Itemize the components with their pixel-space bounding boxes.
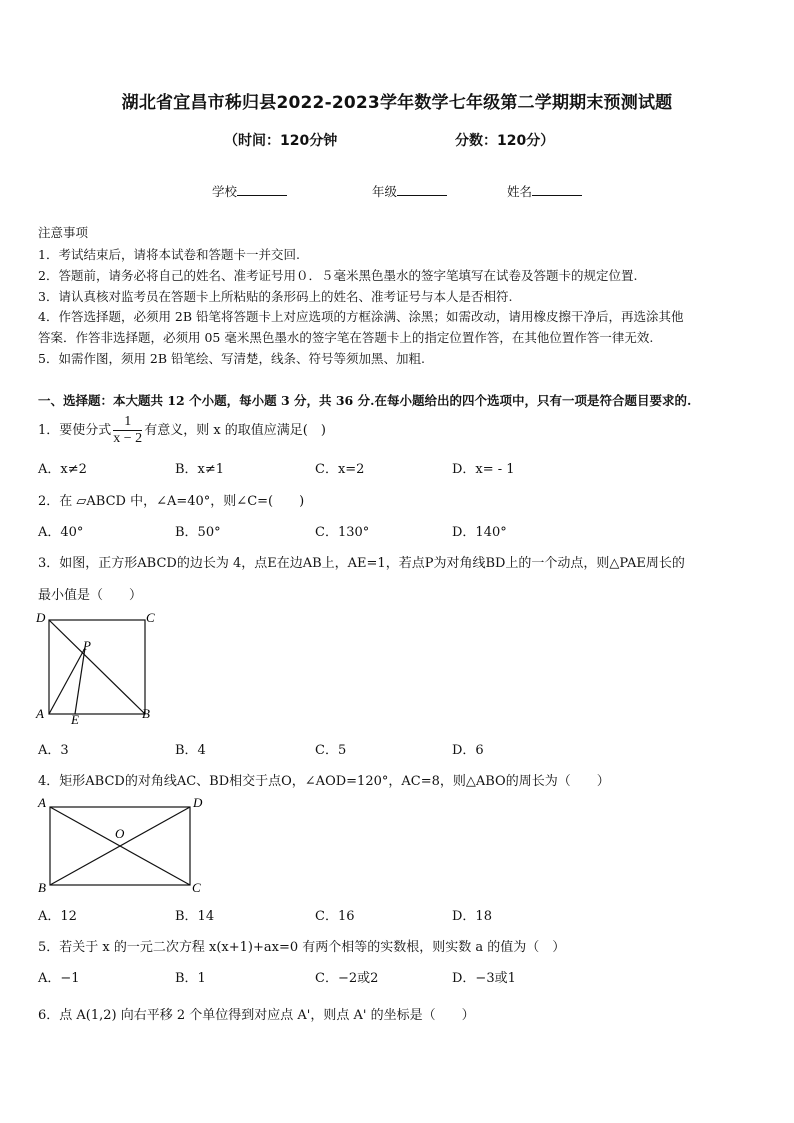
question-6: 6．点 A(1,2) 向右平移 2 个单位得到对应点 A'，则点 A' 的坐标是（ ） — [38, 1008, 475, 1023]
page-title: 湖北省宜昌市秭归县2022-2023学年数学七年级第二学期期末预测试题 — [121, 93, 673, 113]
note-item: 4．作答选择题，必须用 2B 铅笔将答题卡上对应选项的方框涂满、涂黑；如需改动，请用橡皮擦干净后，再选涂其他 — [38, 309, 684, 324]
square-figure — [30, 606, 170, 731]
q3-option-d[interactable]: D．6 — [452, 743, 484, 758]
q1-numerator: 1 — [113, 414, 142, 431]
label-d: D — [36, 610, 46, 625]
q1-option-c[interactable]: C．x=2 — [315, 462, 365, 477]
exam-time: （时间：120分钟 — [224, 133, 338, 149]
q4-option-a[interactable]: A．12 — [38, 909, 77, 924]
label-e: E — [71, 712, 79, 727]
q5-option-a[interactable]: A．−1 — [38, 971, 80, 986]
q2-option-a[interactable]: A．40° — [38, 525, 84, 540]
q3-option-b[interactable]: B．4 — [175, 743, 206, 758]
notes-heading: 注意事项 — [38, 225, 89, 240]
label-d: D — [193, 795, 203, 810]
diagonal-bd — [49, 620, 145, 714]
q5-option-b[interactable]: B．1 — [175, 971, 206, 986]
label-b: B — [142, 706, 150, 721]
rectangle-figure — [30, 792, 215, 897]
q3-option-c[interactable]: C．5 — [315, 743, 347, 758]
exam-score: 分数：120分） — [455, 133, 555, 149]
q2-option-c[interactable]: C．130° — [315, 525, 370, 540]
question-4: 4．矩形ABCD的对角线AC、BD相交于点O，∠AOD=120°，AC=8，则△ABO的周长为（ ） — [38, 774, 610, 789]
grade-field[interactable] — [372, 182, 447, 200]
grade-label: 年级 — [372, 184, 398, 199]
q5-option-c[interactable]: C．−2或2 — [315, 971, 379, 986]
q4-option-b[interactable]: B．14 — [175, 909, 215, 924]
question-2: 2．在 ▱ABCD 中，∠A=40°，则∠C=( ) — [38, 494, 305, 509]
question-1 — [38, 414, 326, 447]
label-c: C — [192, 880, 201, 895]
q1-denominator: x − 2 — [113, 431, 143, 446]
school-label: 学校 — [212, 184, 238, 199]
question-5: 5．若关于 x 的一元二次方程 x(x+1)+ax=0 有两个相等的实数根，则实数 a 的值为（ ） — [38, 940, 566, 955]
label-c: C — [146, 610, 155, 625]
q2-option-b[interactable]: B．50° — [175, 525, 221, 540]
note-item: 2．答题前，请务必将自己的姓名、准考证号用０．５毫米黑色墨水的签字笔填写在试卷及答题卡的规定位置. — [38, 268, 638, 283]
school-field[interactable] — [212, 182, 287, 200]
label-b: B — [38, 880, 46, 895]
q1-suffix: 有意义，则 x 的取值应满足( ) — [144, 423, 326, 438]
label-a: A — [38, 795, 46, 810]
q1-prefix: 1．要使分式 — [38, 423, 112, 438]
q3-option-a[interactable]: A．3 — [38, 743, 69, 758]
q2-option-d[interactable]: D．140° — [452, 525, 507, 540]
q1-option-d[interactable]: D．x= - 1 — [452, 462, 515, 477]
name-field[interactable] — [507, 182, 582, 200]
q5-option-d[interactable]: D．−3或1 — [452, 971, 516, 986]
note-item: 答案．作答非选择题，必须用 05 毫米黑色墨水的签字笔在答题卡上的指定位置作答，在其他位置作答一律无效. — [38, 330, 654, 345]
section-heading: 一、选择题：本大题共 12 个小题，每小题 3 分，共 36 分.在每小题给出的四个选项中，只有一项是符合题目要求的. — [38, 393, 692, 408]
q1-option-b[interactable]: B．x≠1 — [175, 462, 225, 477]
note-item: 3．请认真核对监考员在答题卡上所粘贴的条形码上的姓名、准考证号与本人是否相符. — [38, 289, 513, 304]
q4-option-d[interactable]: D．18 — [452, 909, 492, 924]
name-label: 姓名 — [507, 184, 533, 199]
label-o: O — [115, 826, 125, 841]
note-item: 1．考试结束后，请将本试卷和答题卡一并交回. — [38, 247, 300, 262]
note-item: 5．如需作图，须用 2B 铅笔绘、写清楚，线条、符号等须加黑、加粗. — [38, 351, 426, 366]
label-p: P — [83, 638, 91, 653]
label-a: A — [36, 706, 44, 721]
q1-fraction — [113, 414, 142, 447]
question-3-cont: 最小值是（ ） — [38, 588, 143, 603]
q4-option-c[interactable]: C．16 — [315, 909, 355, 924]
q1-option-a[interactable]: A．x≠2 — [38, 462, 87, 477]
question-3: 3．如图，正方形ABCD的边长为 4，点E在边AB上，AE=1，若点P为对角线BD上的一个动点，则△PAE周长的 — [38, 556, 685, 571]
